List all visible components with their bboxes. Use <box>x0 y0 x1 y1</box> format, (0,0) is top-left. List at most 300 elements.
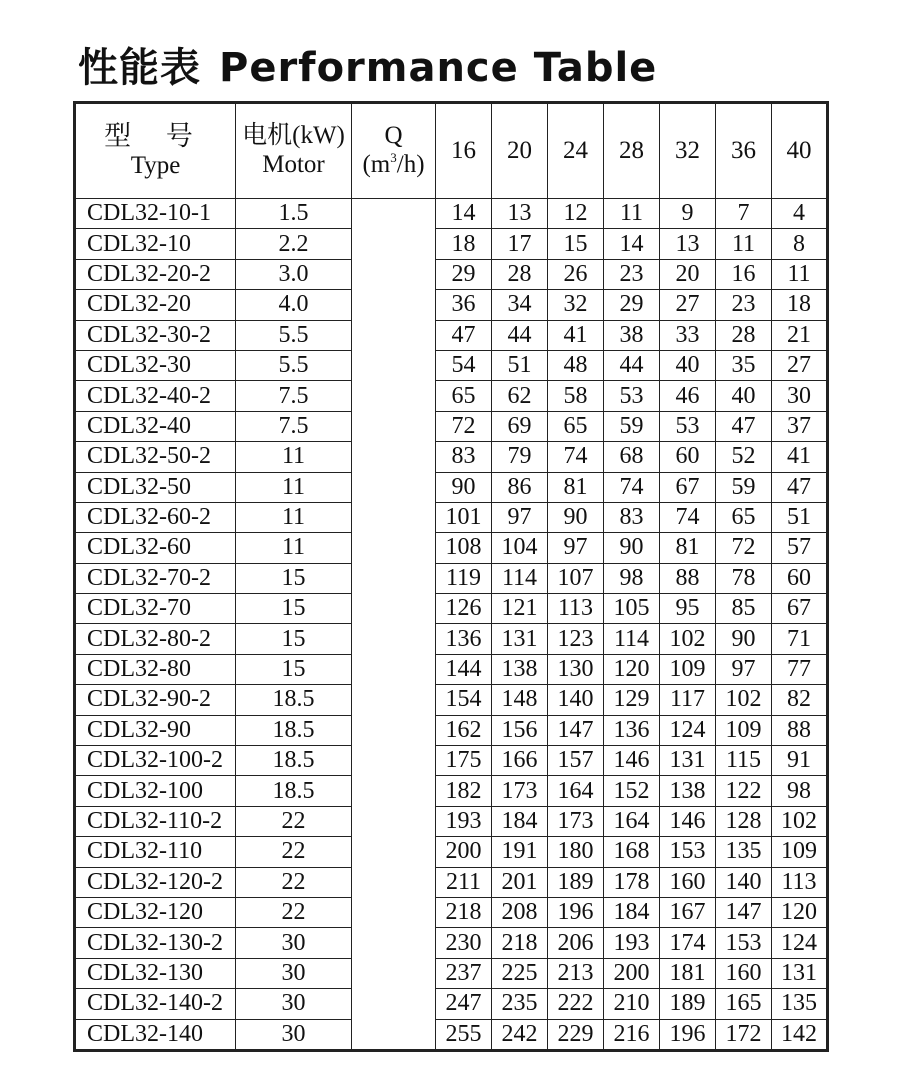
pump-type-cell: CDL32-130 <box>75 958 236 988</box>
head-value-cell: 88 <box>772 715 828 745</box>
head-value-cell: 189 <box>660 989 716 1019</box>
head-value-cell: 71 <box>772 624 828 654</box>
head-value-cell: 9 <box>660 199 716 229</box>
pump-type-cell: CDL32-140 <box>75 1019 236 1050</box>
pump-type-cell: CDL32-40 <box>75 411 236 441</box>
title-en: Performance Table <box>219 45 658 91</box>
head-value-cell: 72 <box>716 533 772 563</box>
motor-power-cell: 30 <box>236 1019 352 1050</box>
head-value-cell: 135 <box>772 989 828 1019</box>
pump-type-cell: CDL32-30-2 <box>75 320 236 350</box>
table-row <box>75 1019 828 1050</box>
head-value-cell: 193 <box>604 928 660 958</box>
flow-unit-sup: 3 <box>390 150 397 165</box>
head-value-cell: 200 <box>604 958 660 988</box>
head-value-cell: 18 <box>772 290 828 320</box>
motor-power-cell: 1.5 <box>236 199 352 229</box>
head-value-cell: 101 <box>436 502 492 532</box>
head-value-cell: 104 <box>492 533 548 563</box>
motor-power-cell: 30 <box>236 958 352 988</box>
head-value-cell: 74 <box>660 502 716 532</box>
flow-unit-close: /h) <box>396 151 425 178</box>
head-value-cell: 13 <box>660 229 716 259</box>
head-value-cell: 28 <box>492 259 548 289</box>
table-row <box>75 958 828 988</box>
head-value-cell: 131 <box>492 624 548 654</box>
head-value-cell: 196 <box>548 897 604 927</box>
head-value-cell: 82 <box>772 685 828 715</box>
head-value-cell: 152 <box>604 776 660 806</box>
head-value-cell: 47 <box>772 472 828 502</box>
head-value-cell: 174 <box>660 928 716 958</box>
head-value-cell: 97 <box>548 533 604 563</box>
header-flow-unit <box>352 151 435 180</box>
head-value-cell: 200 <box>436 837 492 867</box>
head-value-cell: 229 <box>548 1019 604 1050</box>
head-value-cell: 51 <box>492 350 548 380</box>
head-value-cell: 178 <box>604 867 660 897</box>
head-value-cell: 48 <box>548 350 604 380</box>
head-value-cell: 208 <box>492 897 548 927</box>
head-value-cell: 124 <box>772 928 828 958</box>
head-value-cell: 218 <box>492 928 548 958</box>
head-value-cell: 184 <box>604 897 660 927</box>
header-flow-label: Q <box>384 122 403 150</box>
head-value-cell: 130 <box>548 654 604 684</box>
pump-type-cell: CDL32-120-2 <box>75 867 236 897</box>
head-value-cell: 83 <box>436 442 492 472</box>
pump-type-cell: CDL32-60 <box>75 533 236 563</box>
head-value-cell: 156 <box>492 715 548 745</box>
head-value-cell: 172 <box>716 1019 772 1050</box>
header-flow-value: 36 <box>716 103 772 199</box>
pump-type-cell: CDL32-20 <box>75 290 236 320</box>
table-row <box>75 381 828 411</box>
motor-power-cell: 15 <box>236 654 352 684</box>
head-value-cell: 255 <box>436 1019 492 1050</box>
head-value-cell: 160 <box>716 958 772 988</box>
head-value-cell: 182 <box>436 776 492 806</box>
head-value-cell: 26 <box>548 259 604 289</box>
head-value-cell: 30 <box>772 381 828 411</box>
motor-power-cell: 18.5 <box>236 715 352 745</box>
head-value-cell: 74 <box>604 472 660 502</box>
header-flow-value: 16 <box>436 103 492 199</box>
head-value-cell: 4 <box>772 199 828 229</box>
table-row <box>75 837 828 867</box>
head-value-cell: 23 <box>716 290 772 320</box>
head-value-cell: 21 <box>772 320 828 350</box>
table-row <box>75 594 828 624</box>
head-value-cell: 122 <box>716 776 772 806</box>
motor-power-cell: 18.5 <box>236 685 352 715</box>
motor-power-cell: 7.5 <box>236 381 352 411</box>
head-value-cell: 90 <box>436 472 492 502</box>
head-value-cell: 180 <box>548 837 604 867</box>
head-value-cell: 109 <box>660 654 716 684</box>
head-value-cell: 90 <box>604 533 660 563</box>
head-value-cell: 147 <box>548 715 604 745</box>
head-value-cell: 113 <box>548 594 604 624</box>
head-value-cell: 117 <box>660 685 716 715</box>
header-flow-value: 32 <box>660 103 716 199</box>
head-value-cell: 153 <box>660 837 716 867</box>
head-value-cell: 69 <box>492 411 548 441</box>
table-row <box>75 867 828 897</box>
head-value-cell: 146 <box>604 746 660 776</box>
header-motor-en: Motor <box>262 151 325 178</box>
motor-power-cell: 22 <box>236 837 352 867</box>
head-value-cell: 153 <box>716 928 772 958</box>
head-value-cell: 62 <box>492 381 548 411</box>
head-value-cell: 154 <box>436 685 492 715</box>
head-value-cell: 57 <box>772 533 828 563</box>
head-value-cell: 162 <box>436 715 492 745</box>
head-value-cell: 123 <box>548 624 604 654</box>
motor-power-cell: 11 <box>236 533 352 563</box>
head-value-cell: 95 <box>660 594 716 624</box>
table-row <box>75 806 828 836</box>
header-flow <box>352 103 436 199</box>
head-value-cell: 201 <box>492 867 548 897</box>
head-value-cell: 12 <box>548 199 604 229</box>
head-value-cell: 23 <box>604 259 660 289</box>
head-value-cell: 11 <box>604 199 660 229</box>
head-value-cell: 140 <box>716 867 772 897</box>
table-row <box>75 897 828 927</box>
head-value-cell: 109 <box>772 837 828 867</box>
head-value-cell: 225 <box>492 958 548 988</box>
head-value-cell: 41 <box>548 320 604 350</box>
head-value-cell: 102 <box>772 806 828 836</box>
head-value-cell: 40 <box>716 381 772 411</box>
header-type <box>75 103 236 199</box>
motor-power-cell: 22 <box>236 897 352 927</box>
header-type-en: Type <box>130 152 181 180</box>
head-value-cell: 113 <box>772 867 828 897</box>
pump-type-cell: CDL32-100-2 <box>75 746 236 776</box>
pump-type-cell: CDL32-80-2 <box>75 624 236 654</box>
table-row <box>75 350 828 380</box>
head-value-cell: 173 <box>492 776 548 806</box>
head-value-cell: 175 <box>436 746 492 776</box>
head-value-cell: 20 <box>660 259 716 289</box>
motor-power-cell: 18.5 <box>236 776 352 806</box>
header-flow-value: 20 <box>492 103 548 199</box>
head-value-cell: 126 <box>436 594 492 624</box>
motor-power-cell: 3.0 <box>236 259 352 289</box>
head-value-cell: 115 <box>716 746 772 776</box>
head-value-cell: 32 <box>548 290 604 320</box>
head-value-cell: 242 <box>492 1019 548 1050</box>
table-body <box>75 199 828 1051</box>
motor-power-cell: 18.5 <box>236 746 352 776</box>
motor-power-cell: 11 <box>236 502 352 532</box>
header-flow-value: 28 <box>604 103 660 199</box>
table-row <box>75 776 828 806</box>
head-value-cell: 15 <box>548 229 604 259</box>
head-value-cell: 7 <box>716 199 772 229</box>
head-value-cell: 51 <box>772 502 828 532</box>
head-value-cell: 67 <box>660 472 716 502</box>
pump-type-cell: CDL32-110-2 <box>75 806 236 836</box>
head-value-cell: 165 <box>716 989 772 1019</box>
header-flow-value: 24 <box>548 103 604 199</box>
head-value-cell: 16 <box>716 259 772 289</box>
table-row <box>75 685 828 715</box>
page-title <box>78 36 657 93</box>
head-value-cell: 247 <box>436 989 492 1019</box>
head-value-cell: 28 <box>716 320 772 350</box>
head-value-cell: 54 <box>436 350 492 380</box>
head-value-cell: 114 <box>604 624 660 654</box>
head-value-cell: 29 <box>604 290 660 320</box>
head-value-cell: 97 <box>716 654 772 684</box>
head-value-cell: 164 <box>604 806 660 836</box>
head-value-cell: 83 <box>604 502 660 532</box>
head-value-cell: 109 <box>716 715 772 745</box>
motor-power-cell: 15 <box>236 594 352 624</box>
head-value-cell: 44 <box>492 320 548 350</box>
header-type-zh: 型 号 <box>104 121 207 152</box>
head-value-cell: 120 <box>772 897 828 927</box>
head-value-cell: 189 <box>548 867 604 897</box>
motor-power-cell: 5.5 <box>236 320 352 350</box>
head-value-cell: 142 <box>772 1019 828 1050</box>
head-value-cell: 46 <box>660 381 716 411</box>
motor-power-cell: 30 <box>236 928 352 958</box>
head-value-cell: 136 <box>604 715 660 745</box>
head-value-cell: 157 <box>548 746 604 776</box>
head-value-cell: 206 <box>548 928 604 958</box>
head-value-cell: 35 <box>716 350 772 380</box>
head-value-cell: 14 <box>436 199 492 229</box>
head-value-cell: 129 <box>604 685 660 715</box>
table-row <box>75 746 828 776</box>
head-value-cell: 193 <box>436 806 492 836</box>
head-value-cell: 97 <box>492 502 548 532</box>
table-row <box>75 259 828 289</box>
head-value-cell: 120 <box>604 654 660 684</box>
head-value-cell: 59 <box>604 411 660 441</box>
head-value-cell: 40 <box>660 350 716 380</box>
header-motor <box>236 103 352 199</box>
header-flow-value: 40 <box>772 103 828 199</box>
head-value-cell: 18 <box>436 229 492 259</box>
head-value-cell: 77 <box>772 654 828 684</box>
table-row <box>75 502 828 532</box>
head-value-cell: 107 <box>548 563 604 593</box>
head-value-cell: 164 <box>548 776 604 806</box>
motor-power-cell: 30 <box>236 989 352 1019</box>
table-row <box>75 290 828 320</box>
pump-type-cell: CDL32-10 <box>75 229 236 259</box>
head-value-cell: 119 <box>436 563 492 593</box>
head-value-cell: 102 <box>716 685 772 715</box>
head-value-cell: 160 <box>660 867 716 897</box>
head-value-cell: 85 <box>716 594 772 624</box>
head-value-cell: 81 <box>660 533 716 563</box>
head-value-cell: 167 <box>660 897 716 927</box>
head-value-cell: 88 <box>660 563 716 593</box>
head-value-cell: 144 <box>436 654 492 684</box>
head-value-cell: 53 <box>604 381 660 411</box>
head-value-cell: 90 <box>548 502 604 532</box>
flow-unit-open: (m <box>362 151 391 178</box>
head-value-cell: 108 <box>436 533 492 563</box>
title-zh: 性能表 <box>78 45 201 91</box>
head-value-cell: 14 <box>604 229 660 259</box>
head-value-cell: 59 <box>716 472 772 502</box>
head-value-cell: 86 <box>492 472 548 502</box>
head-value-cell: 124 <box>660 715 716 745</box>
head-value-cell: 34 <box>492 290 548 320</box>
head-value-cell: 237 <box>436 958 492 988</box>
table-row <box>75 411 828 441</box>
head-value-cell: 27 <box>772 350 828 380</box>
head-value-cell: 60 <box>772 563 828 593</box>
head-value-cell: 98 <box>604 563 660 593</box>
head-value-cell: 140 <box>548 685 604 715</box>
head-value-cell: 58 <box>548 381 604 411</box>
pump-type-cell: CDL32-120 <box>75 897 236 927</box>
head-value-cell: 211 <box>436 867 492 897</box>
table-row <box>75 199 828 229</box>
head-value-cell: 67 <box>772 594 828 624</box>
table-row <box>75 442 828 472</box>
header-row <box>75 103 828 199</box>
head-value-cell: 147 <box>716 897 772 927</box>
table-row <box>75 320 828 350</box>
head-value-cell: 74 <box>548 442 604 472</box>
head-value-cell: 33 <box>660 320 716 350</box>
table-row <box>75 989 828 1019</box>
table-row <box>75 533 828 563</box>
flow-label-spacer <box>352 199 436 1051</box>
head-value-cell: 38 <box>604 320 660 350</box>
head-value-cell: 184 <box>492 806 548 836</box>
motor-power-cell: 11 <box>236 442 352 472</box>
pump-type-cell: CDL32-70 <box>75 594 236 624</box>
pump-type-cell: CDL32-40-2 <box>75 381 236 411</box>
head-value-cell: 138 <box>492 654 548 684</box>
table-row <box>75 472 828 502</box>
head-value-cell: 11 <box>716 229 772 259</box>
table-row <box>75 715 828 745</box>
head-value-cell: 17 <box>492 229 548 259</box>
motor-power-cell: 22 <box>236 806 352 836</box>
motor-power-cell: 5.5 <box>236 350 352 380</box>
head-value-cell: 65 <box>548 411 604 441</box>
head-value-cell: 65 <box>716 502 772 532</box>
head-value-cell: 210 <box>604 989 660 1019</box>
header-motor-zh: 电机(kW) <box>242 122 345 150</box>
head-value-cell: 47 <box>436 320 492 350</box>
table-row <box>75 928 828 958</box>
head-value-cell: 146 <box>660 806 716 836</box>
head-value-cell: 102 <box>660 624 716 654</box>
head-value-cell: 81 <box>548 472 604 502</box>
head-value-cell: 173 <box>548 806 604 836</box>
head-value-cell: 213 <box>548 958 604 988</box>
pump-type-cell: CDL32-90-2 <box>75 685 236 715</box>
pump-type-cell: CDL32-80 <box>75 654 236 684</box>
motor-power-cell: 22 <box>236 867 352 897</box>
pump-type-cell: CDL32-30 <box>75 350 236 380</box>
head-value-cell: 37 <box>772 411 828 441</box>
pump-type-cell: CDL32-100 <box>75 776 236 806</box>
table-row <box>75 654 828 684</box>
head-value-cell: 105 <box>604 594 660 624</box>
pump-type-cell: CDL32-20-2 <box>75 259 236 289</box>
head-value-cell: 98 <box>772 776 828 806</box>
head-value-cell: 181 <box>660 958 716 988</box>
motor-power-cell: 15 <box>236 563 352 593</box>
head-value-cell: 72 <box>436 411 492 441</box>
pump-type-cell: CDL32-90 <box>75 715 236 745</box>
head-value-cell: 218 <box>436 897 492 927</box>
head-value-cell: 121 <box>492 594 548 624</box>
pump-type-cell: CDL32-60-2 <box>75 502 236 532</box>
head-value-cell: 79 <box>492 442 548 472</box>
head-value-cell: 11 <box>772 259 828 289</box>
head-value-cell: 191 <box>492 837 548 867</box>
pump-type-cell: CDL32-140-2 <box>75 989 236 1019</box>
head-value-cell: 44 <box>604 350 660 380</box>
head-value-cell: 13 <box>492 199 548 229</box>
motor-power-cell: 11 <box>236 472 352 502</box>
head-value-cell: 78 <box>716 563 772 593</box>
head-value-cell: 148 <box>492 685 548 715</box>
head-value-cell: 68 <box>604 442 660 472</box>
head-value-cell: 235 <box>492 989 548 1019</box>
head-value-cell: 138 <box>660 776 716 806</box>
pump-type-cell: CDL32-50 <box>75 472 236 502</box>
head-value-cell: 52 <box>716 442 772 472</box>
pump-type-cell: CDL32-110 <box>75 837 236 867</box>
motor-power-cell: 7.5 <box>236 411 352 441</box>
motor-power-cell: 2.2 <box>236 229 352 259</box>
head-value-cell: 91 <box>772 746 828 776</box>
motor-power-cell: 4.0 <box>236 290 352 320</box>
head-value-cell: 166 <box>492 746 548 776</box>
head-value-cell: 136 <box>436 624 492 654</box>
head-value-cell: 27 <box>660 290 716 320</box>
head-value-cell: 47 <box>716 411 772 441</box>
head-value-cell: 128 <box>716 806 772 836</box>
table-row <box>75 624 828 654</box>
table-row <box>75 563 828 593</box>
head-value-cell: 60 <box>660 442 716 472</box>
head-value-cell: 114 <box>492 563 548 593</box>
pump-type-cell: CDL32-50-2 <box>75 442 236 472</box>
head-value-cell: 29 <box>436 259 492 289</box>
table-row <box>75 229 828 259</box>
head-value-cell: 216 <box>604 1019 660 1050</box>
performance-table <box>73 101 829 1052</box>
pump-type-cell: CDL32-70-2 <box>75 563 236 593</box>
head-value-cell: 53 <box>660 411 716 441</box>
head-value-cell: 36 <box>436 290 492 320</box>
head-value-cell: 131 <box>660 746 716 776</box>
head-value-cell: 196 <box>660 1019 716 1050</box>
head-value-cell: 135 <box>716 837 772 867</box>
pump-type-cell: CDL32-130-2 <box>75 928 236 958</box>
head-value-cell: 168 <box>604 837 660 867</box>
head-value-cell: 41 <box>772 442 828 472</box>
head-value-cell: 8 <box>772 229 828 259</box>
head-value-cell: 230 <box>436 928 492 958</box>
